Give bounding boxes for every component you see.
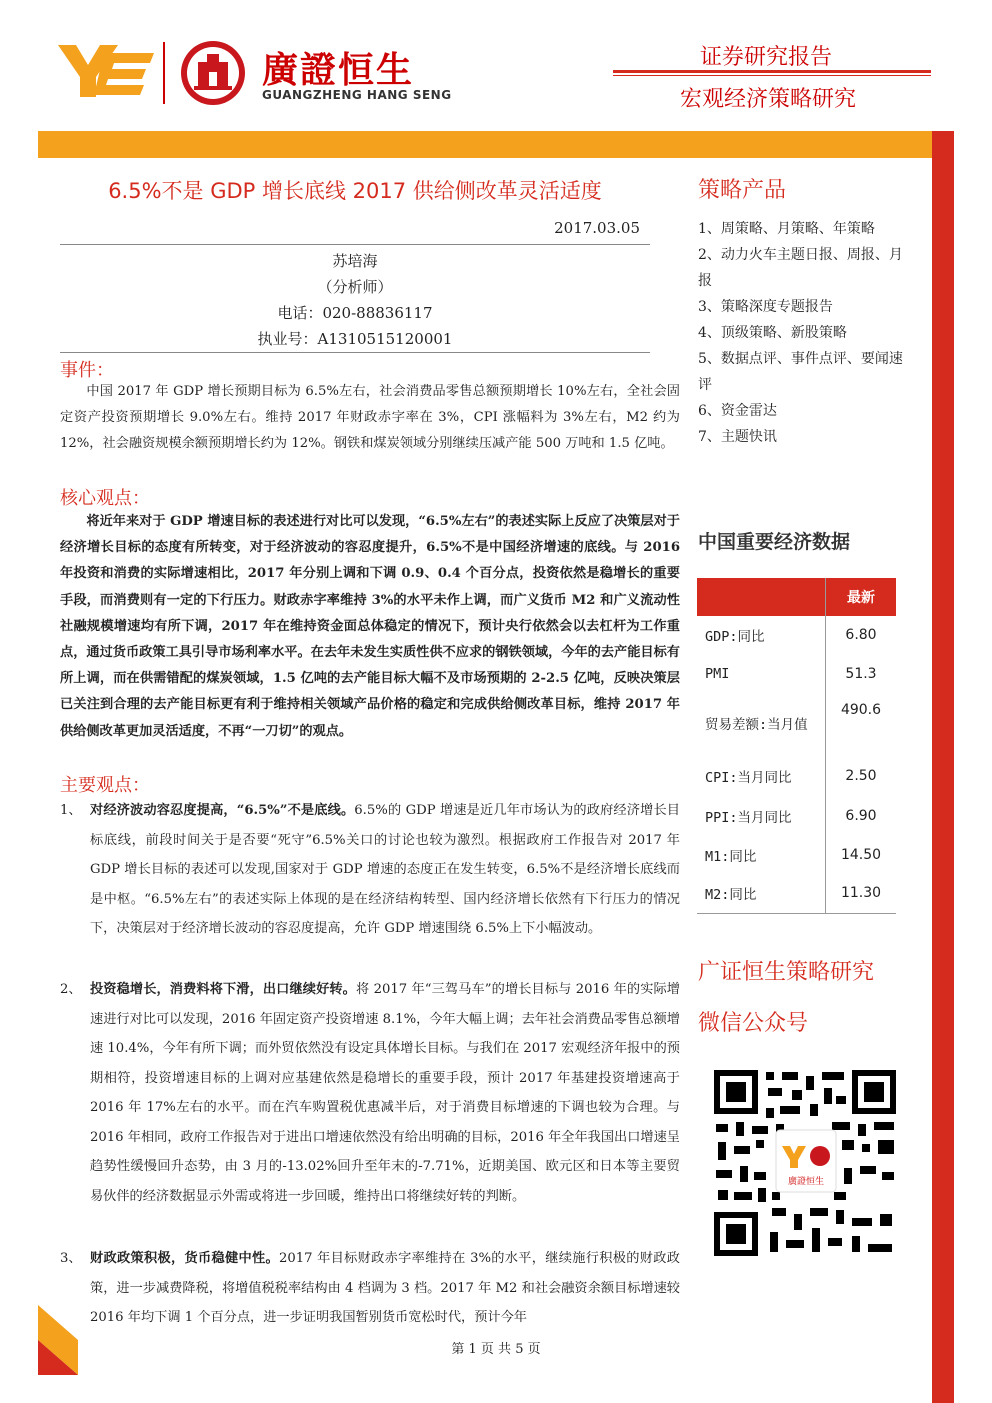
products-list [698, 216, 908, 450]
product-item: 2、动力火车主题日报、周报、月报 [698, 247, 903, 289]
product-item: 1、周策略、月策略、年策略 [698, 221, 875, 237]
table-row [697, 796, 896, 835]
logo-text-cn: 廣證恒生 [262, 50, 415, 91]
event-paragraph [60, 379, 680, 457]
table-header-row [697, 578, 896, 616]
author-rule [60, 352, 650, 353]
seal-logo-icon [180, 40, 246, 106]
logo-text-en: GUANGZHENG HANG SENG [262, 88, 452, 102]
qr-code-icon[interactable] [712, 1068, 898, 1258]
econ-value: 2.50 [845, 768, 877, 784]
item-body [90, 975, 680, 1211]
wechat-title: 广证恒生策略研究 [698, 960, 875, 985]
item-lead: 财政政策积极，货币稳健中性。 [90, 1251, 279, 1266]
econ-data-table [697, 578, 896, 914]
event-text: 中国 2017 年 GDP 增长预期目标为 6.5%左右，社会消费品零售总额预期增长 10%左右，全社会固定资产投资预期增长 9.0%左右。维持 2017 年财政赤字率在 3%，CPI 涨幅料为 3%左右，M2 约为 12%，社会融资规模余额预期增长约为 12%。钢铁和煤炭领域分别继续压减产能 500 万吨和 1.5 亿吨。 [60, 384, 680, 451]
table-header-latest: 最新 [826, 578, 897, 616]
main-point-3 [60, 1244, 680, 1333]
page-footer: 第 1 页 共 5 页 [451, 1342, 541, 1357]
main-point-1 [60, 796, 680, 944]
item-text: 6.5%的 GDP 增速是近几年市场认为的政府经济增长目标底线，前段时间关于是否要“死守”6.5%关口的讨论也较为激烈。根据政府工作报告对 2017 年 GDP 增长目标的表述可以发现,国家对于 GDP 增速的态度正在发生转变，6.5%不是经济增长底线而是中枢。“6.5%左右”的表述实际上体现的是在经济结构转型、国内经济增长依然有下行压力的情况下，决策层对于经济增长波动的容忍度提高，允许 GDP 增速围绕 6.5%上下小幅波动。 [90, 803, 680, 936]
header-rule-thin [613, 75, 931, 76]
econ-value: 6.90 [845, 807, 877, 824]
product-item: 3、策略深度专题报告 [698, 299, 833, 315]
product-item: 4、顶级策略、新股策略 [698, 325, 847, 341]
products-title: 策略产品 [698, 178, 787, 203]
item-text: 2017 年目标财政赤字率维持在 3%的水平，继续施行积极的财政政策，进一步减费降税，将增值税税率结构由 4 档调为 3 档。2017 年 M2 和社会融资余额目标增速较 2016 年均下调 1 个百分点，进一步证明我国暂别货币宽松时代，预计今年 [90, 1251, 680, 1325]
item-text: 将 2017 年“三驾马车”的增长目标与 2016 年的实际增速进行对比可以发现，2016 年固定资产投资增速 8.1%，今年大幅上调；去年社会消费品零售总额增速 10.4%，今年有所下调；而外贸依然没有设定具体增长目标。与我们在 2017 宏观经济年报中的预期相符，投资增速目标的上调对应基建依然是稳增长的重要手段，预计 2017 年基建投资增速高于 2016 年 17%左右的水平。而在汽车购置税优惠减半后，对于消费目标增速的下调也较为合理。与 2016 年相同，政府工作报告对于进出口增速依然没有给出明确的目标，2016 年全年我国出口增速呈趋势性缓慢回升态势，由 3 月的-13.02%回升至年末的-7.71%，近期美国、欧元区和日本等主要贸易伙伴的经济数据显示外需或将进一步回暖，维持出口将继续好转的判断。 [90, 982, 680, 1204]
econ-value: 6.80 [845, 627, 877, 643]
wechat-subtitle: 微信公众号 [698, 1011, 809, 1036]
table-row [697, 835, 896, 874]
orange-banner [38, 131, 935, 158]
author-phone: 电话：020-88836117 [277, 304, 433, 322]
page-title: 6.5%不是 GDP 增长底线 2017 供给侧改革灵活适度 [108, 179, 602, 203]
item-lead: 投资稳增长，消费料将下滑，出口继续好转。 [90, 982, 356, 997]
author-name: 苏培海 [332, 252, 378, 270]
econ-label: M1:同比 [697, 835, 826, 874]
table-row [697, 616, 896, 654]
econ-value: 51.3 [845, 666, 877, 682]
item-body [90, 796, 680, 944]
product-item: 7、主题快讯 [698, 429, 777, 445]
table-row [697, 756, 896, 796]
table-row [697, 654, 896, 694]
core-paragraph [60, 509, 680, 745]
table-row [697, 694, 896, 756]
red-side-bar [932, 131, 954, 1403]
table-header-blank [697, 578, 826, 616]
author-license: 执业号：A1310515120001 [257, 330, 453, 348]
econ-label: GDP:同比 [697, 616, 826, 654]
author-role: （分析师） [317, 278, 393, 296]
ye-logo [58, 45, 154, 97]
econ-data-title: 中国重要经济数据 [698, 531, 851, 553]
econ-label: 贸易差额:当月值 [697, 694, 826, 756]
econ-label: M2:同比 [697, 874, 826, 913]
item-number: 1、 [60, 803, 82, 818]
report-date: 2017.03.05 [554, 219, 640, 237]
qr-badge-text: 廣證恒生 [787, 1177, 825, 1187]
product-item: 5、数据点评、事件点评、要闻速评 [698, 351, 903, 393]
econ-label: PPI:当月同比 [697, 796, 826, 835]
main-point-2 [60, 975, 680, 1211]
econ-label: PMI [697, 654, 826, 694]
table-row [697, 874, 896, 913]
core-heading: 核心观点： [60, 488, 150, 509]
event-heading: 事件： [60, 360, 114, 381]
core-text: 将近年来对于 GDP 增速目标的表述进行对比可以发现，“6.5%左右”的表述实际上反应了决策层对于经济增长目标的态度有所转变，对于经济波动的容忍度提升，6.5%不是中国经济增速的底线。与 2016 年投资和消费的实际增速相比，2017 年分别上调和下调 0.9、0.4 个百分点，投资依然是稳增长的重要手段，而消费则有一定的下行压力。财政赤字率维持 3%的水平未作上调，而广义货币 M2 和广义流动性社融规模增速均有所下调，2017 年在维持资金面总体稳定的情况下，预计央行依然会以去杠杆为工作重点，通过货币政策工具引导市场利率水平。在去年未发生实质性供不应求的钢铁领域，今年的去产能目标有所上调，而在供需错配的煤炭领域，1.5 亿吨的去产能目标大幅不及市场预期的 2-2.5 亿吨，反映决策层已关注到合理的去产能目标更有利于维持相关领域产品价格的稳定和完成供给侧改革目标，维持 2017 年供给侧改革更加灵活适度，不再“一刀切”的观点。 [60, 514, 680, 739]
item-number: 3、 [60, 1251, 82, 1266]
item-number: 2、 [60, 982, 82, 997]
report-subtype: 宏观经济策略研究 [680, 87, 857, 112]
product-item: 6、资金雷达 [698, 403, 777, 419]
econ-label: CPI:当月同比 [697, 756, 826, 796]
header-rule [613, 70, 931, 73]
econ-value: 14.50 [840, 846, 882, 863]
item-body [90, 1244, 680, 1333]
item-lead: 对经济波动容忍度提高，“6.5%”不是底线。 [90, 803, 355, 818]
report-type: 证券研究报告 [700, 45, 833, 70]
main-heading: 主要观点： [60, 775, 150, 796]
title-rule [60, 244, 650, 245]
econ-value: 490.6 [840, 702, 882, 718]
econ-value: 11.30 [826, 874, 897, 913]
logo-divider [163, 42, 165, 104]
